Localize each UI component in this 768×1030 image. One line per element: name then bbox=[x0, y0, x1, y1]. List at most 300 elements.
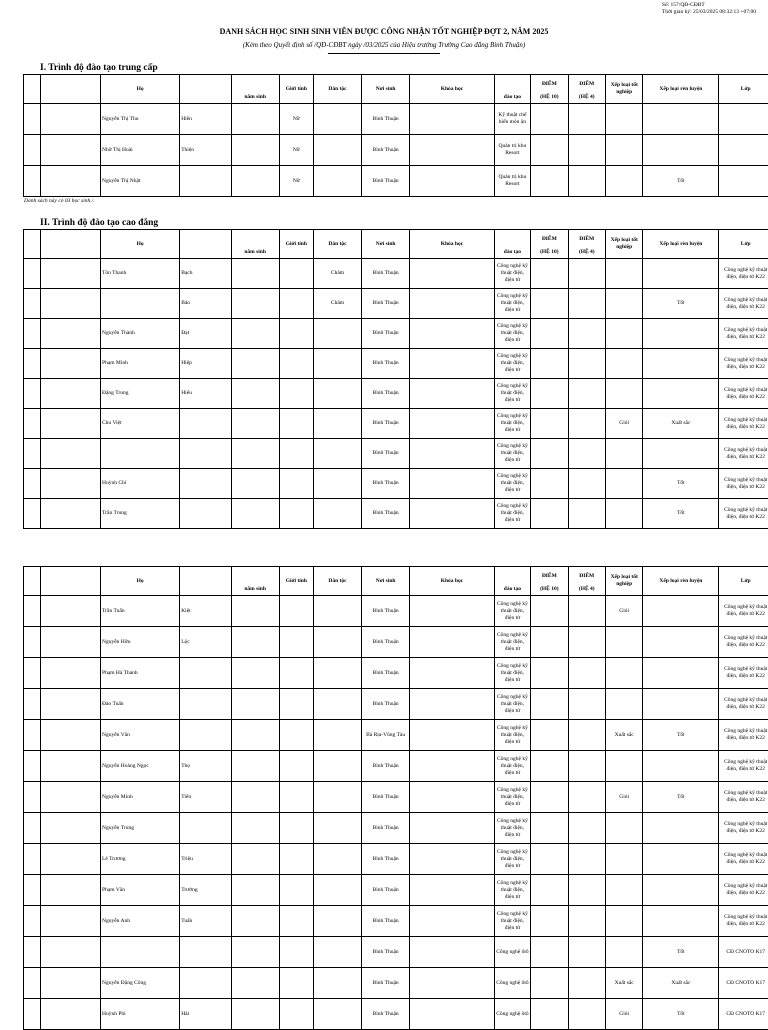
course-header: Khóa học bbox=[410, 75, 495, 104]
score10-cell bbox=[531, 658, 568, 689]
blank-cell bbox=[41, 439, 101, 469]
birth-year-cell bbox=[231, 689, 279, 720]
ho-cell: Nguyễn Hoàng Ngọc bbox=[101, 751, 180, 782]
ten-cell bbox=[180, 166, 231, 197]
birth-year-cell bbox=[231, 349, 279, 379]
score4-cell bbox=[568, 135, 605, 166]
score4-cell bbox=[568, 782, 605, 813]
score10-cell bbox=[531, 439, 568, 469]
stt-header bbox=[24, 230, 41, 259]
graduation-rank-cell bbox=[605, 319, 642, 349]
table-row bbox=[24, 166, 768, 197]
score10-cell bbox=[531, 937, 568, 968]
course-cell bbox=[410, 906, 495, 937]
score10-cell bbox=[531, 999, 568, 1030]
blank-cell bbox=[41, 968, 101, 999]
score4-cell bbox=[568, 968, 605, 999]
class-cell: Công nghệ kỹ thuật điện, điện tử K22 bbox=[719, 658, 768, 689]
graduation-rank-cell bbox=[605, 469, 642, 499]
score4-cell bbox=[568, 499, 605, 529]
score10-cell bbox=[531, 875, 568, 906]
class-cell: Công nghệ kỹ thuật điện, điện tử K22 bbox=[719, 782, 768, 813]
table-row bbox=[24, 689, 768, 720]
birth-year-cell bbox=[231, 875, 279, 906]
score-scale: (HỆ 10) bbox=[540, 586, 559, 592]
ho-cell: Nguyễn Thị Thu bbox=[101, 104, 180, 135]
course-cell bbox=[410, 875, 495, 906]
stt-cell bbox=[24, 289, 41, 319]
ho-cell: Huỳnh Chí bbox=[101, 469, 180, 499]
stt-cell bbox=[24, 104, 41, 135]
course-cell bbox=[410, 751, 495, 782]
stt-cell bbox=[24, 782, 41, 813]
blank-cell bbox=[41, 319, 101, 349]
gender-header: Giới tính bbox=[279, 230, 313, 259]
graduation-rank-header: Xếp loại tốt nghiệp bbox=[605, 567, 642, 596]
stt-cell bbox=[24, 319, 41, 349]
gender-cell bbox=[279, 720, 313, 751]
graduation-rank-cell bbox=[605, 259, 642, 289]
major-cell: Công nghệ kỹ thuật điện, điện tử bbox=[494, 289, 530, 319]
birth-year-cell bbox=[231, 135, 279, 166]
gender-header: Giới tính bbox=[279, 567, 313, 596]
gender-cell bbox=[279, 751, 313, 782]
conduct-rank-cell bbox=[643, 844, 719, 875]
graduation-rank-cell bbox=[605, 499, 642, 529]
table-trung-cap bbox=[23, 74, 768, 197]
score10-cell bbox=[531, 906, 568, 937]
decision-number: Số: 157/QĐ-CĐBT bbox=[662, 2, 756, 9]
stt-header bbox=[24, 75, 41, 104]
course-header: Khóa học bbox=[410, 230, 495, 259]
birthplace-cell: Bình Thuận bbox=[362, 813, 410, 844]
class-cell bbox=[719, 135, 768, 166]
course-cell bbox=[410, 968, 495, 999]
gender-cell bbox=[279, 469, 313, 499]
document-subtitle: (Kèm theo Quyết định số /QĐ-CĐBT ngày /03/2025 của Hiệu trưởng Trường Cao đẳng Bình Thuận) bbox=[0, 41, 768, 49]
birthplace-cell: Bình Thuận bbox=[362, 409, 410, 439]
birth-year-cell bbox=[231, 439, 279, 469]
stt-cell bbox=[24, 439, 41, 469]
birthplace-cell: Bình Thuận bbox=[362, 104, 410, 135]
conduct-rank-cell bbox=[643, 319, 719, 349]
ho-header: Họ bbox=[101, 75, 180, 104]
score4-cell bbox=[568, 906, 605, 937]
ho-cell: Trần Tuấn bbox=[101, 596, 180, 627]
score4-cell bbox=[568, 813, 605, 844]
birth-year-header: năm sinh bbox=[231, 75, 279, 104]
table-row bbox=[24, 289, 768, 319]
class-cell: Công nghệ kỹ thuật điện, điện tử K22 bbox=[719, 906, 768, 937]
class-cell: Công nghệ kỹ thuật điện, điện tử K22 bbox=[719, 689, 768, 720]
graduation-rank-header: Xếp loại tốt nghiệp bbox=[605, 230, 642, 259]
conduct-rank-cell: Tốt bbox=[643, 999, 719, 1030]
class-header: Lớp bbox=[719, 75, 768, 104]
ethnicity-cell bbox=[313, 319, 361, 349]
ten-cell: Bảo bbox=[180, 289, 231, 319]
score4-cell bbox=[568, 937, 605, 968]
graduation-rank-cell bbox=[605, 751, 642, 782]
table-row bbox=[24, 409, 768, 439]
graduation-rank-cell bbox=[605, 689, 642, 720]
class-cell: Công nghệ kỹ thuật điện, điện tử K22 bbox=[719, 751, 768, 782]
ho-cell: Chu Việt bbox=[101, 409, 180, 439]
conduct-rank-cell bbox=[643, 379, 719, 409]
score10-cell bbox=[531, 596, 568, 627]
table-row bbox=[24, 813, 768, 844]
ten-cell: Kiệt bbox=[180, 596, 231, 627]
stt-cell bbox=[24, 166, 41, 197]
birth-year-cell bbox=[231, 937, 279, 968]
graduation-rank-cell bbox=[605, 379, 642, 409]
ethnicity-header: Dân tộc bbox=[313, 567, 361, 596]
table-row bbox=[24, 349, 768, 379]
major-cell: Công nghệ kỹ thuật điện, điện tử bbox=[494, 349, 530, 379]
blank-cell bbox=[41, 689, 101, 720]
conduct-rank-cell: Tốt bbox=[643, 937, 719, 968]
course-cell bbox=[410, 499, 495, 529]
graduation-rank-cell bbox=[605, 658, 642, 689]
birthplace-cell: Bình Thuận bbox=[362, 379, 410, 409]
ho-cell: Phạm Văn bbox=[101, 875, 180, 906]
blank-cell bbox=[41, 627, 101, 658]
major-cell: Công nghệ kỹ thuật điện, điện tử bbox=[494, 751, 530, 782]
table-row bbox=[24, 259, 768, 289]
stt-header bbox=[24, 567, 41, 596]
class-cell bbox=[719, 166, 768, 197]
blank-cell bbox=[41, 658, 101, 689]
birthplace-header: Nơi sinh bbox=[362, 75, 410, 104]
ethnicity-cell bbox=[313, 782, 361, 813]
blank-header bbox=[41, 230, 101, 259]
gender-cell: Nữ bbox=[279, 135, 313, 166]
graduation-rank-cell: Giỏi bbox=[605, 782, 642, 813]
score10-cell bbox=[531, 689, 568, 720]
class-cell: Công nghệ kỹ thuật điện, điện tử K22 bbox=[719, 439, 768, 469]
birthplace-cell: Bình Thuận bbox=[362, 166, 410, 197]
class-cell: Công nghệ kỹ thuật điện, điện tử K22 bbox=[719, 844, 768, 875]
major-cell: Công nghệ kỹ thuật điện, điện tử bbox=[494, 469, 530, 499]
ho-cell bbox=[101, 289, 180, 319]
gender-cell bbox=[279, 596, 313, 627]
course-cell bbox=[410, 689, 495, 720]
birth-year-cell bbox=[231, 319, 279, 349]
major-header: đào tạo bbox=[494, 567, 530, 596]
gender-cell bbox=[279, 999, 313, 1030]
birth-year-cell bbox=[231, 379, 279, 409]
score4-cell bbox=[568, 844, 605, 875]
birthplace-cell: Bình Thuận bbox=[362, 596, 410, 627]
score4-cell bbox=[568, 658, 605, 689]
ten-cell: Tiến bbox=[180, 782, 231, 813]
conduct-rank-cell bbox=[643, 751, 719, 782]
blank-cell bbox=[41, 499, 101, 529]
gender-cell bbox=[279, 844, 313, 875]
score-scale: (HỆ 4) bbox=[579, 249, 595, 255]
ethnicity-cell bbox=[313, 166, 361, 197]
birthplace-cell: Bình Thuận bbox=[362, 968, 410, 999]
birthplace-cell: Bình Thuận bbox=[362, 499, 410, 529]
class-cell: CĐ CNOTO K17 bbox=[719, 937, 768, 968]
stt-cell bbox=[24, 813, 41, 844]
score10-cell bbox=[531, 469, 568, 499]
score4-cell bbox=[568, 627, 605, 658]
score-label: ĐIỂM bbox=[570, 81, 604, 88]
birthplace-cell: Bình Thuận bbox=[362, 906, 410, 937]
class-cell: Công nghệ kỹ thuật điện, điện tử K22 bbox=[719, 379, 768, 409]
score-scale: (HỆ 10) bbox=[540, 94, 559, 100]
birthplace-cell: Bà Rịa-Vũng Tàu bbox=[362, 720, 410, 751]
conduct-rank-header: Xếp loại rèn luyện bbox=[643, 230, 719, 259]
conduct-rank-cell bbox=[643, 259, 719, 289]
score4-cell bbox=[568, 751, 605, 782]
table-row bbox=[24, 720, 768, 751]
ho-cell: Nguyễn Văn bbox=[101, 720, 180, 751]
ethnicity-cell bbox=[313, 720, 361, 751]
ho-cell: Nguyễn Anh bbox=[101, 906, 180, 937]
ethnicity-header: Dân tộc bbox=[313, 75, 361, 104]
blank-cell bbox=[41, 379, 101, 409]
stt-cell bbox=[24, 259, 41, 289]
major-cell: Công nghệ kỹ thuật điện, điện tử bbox=[494, 379, 530, 409]
birthplace-cell: Bình Thuận bbox=[362, 782, 410, 813]
ho-header: Họ bbox=[101, 567, 180, 596]
stt-cell bbox=[24, 379, 41, 409]
ethnicity-cell bbox=[313, 751, 361, 782]
blank-cell bbox=[41, 349, 101, 379]
birthplace-cell: Bình Thuận bbox=[362, 937, 410, 968]
class-cell: Công nghệ kỹ thuật điện, điện tử K22 bbox=[719, 289, 768, 319]
ethnicity-cell bbox=[313, 999, 361, 1030]
major-cell: Kỹ thuật chế biến món ăn bbox=[494, 104, 530, 135]
signature-stamp bbox=[662, 2, 756, 16]
class-header: Lớp bbox=[719, 230, 768, 259]
score4-cell bbox=[568, 259, 605, 289]
ten-cell: Thiện bbox=[180, 135, 231, 166]
stt-cell bbox=[24, 875, 41, 906]
score10-cell bbox=[531, 720, 568, 751]
class-cell bbox=[719, 104, 768, 135]
course-cell bbox=[410, 720, 495, 751]
blank-cell bbox=[41, 104, 101, 135]
gender-cell bbox=[279, 937, 313, 968]
ho-cell: Lê Trương bbox=[101, 844, 180, 875]
score10-header bbox=[531, 230, 568, 259]
gender-cell bbox=[279, 499, 313, 529]
score-label: ĐIỂM bbox=[570, 573, 604, 580]
conduct-rank-cell: Tốt bbox=[643, 469, 719, 499]
conduct-rank-cell bbox=[643, 906, 719, 937]
ethnicity-cell bbox=[313, 499, 361, 529]
ten-cell: Thọ bbox=[180, 751, 231, 782]
major-cell: Công nghệ ôtô bbox=[494, 999, 530, 1030]
gender-cell bbox=[279, 658, 313, 689]
ten-header bbox=[180, 230, 231, 259]
birth-year-cell bbox=[231, 104, 279, 135]
stt-cell bbox=[24, 596, 41, 627]
score10-cell bbox=[531, 499, 568, 529]
score4-cell bbox=[568, 379, 605, 409]
birthplace-cell: Bình Thuận bbox=[362, 627, 410, 658]
ethnicity-cell bbox=[313, 596, 361, 627]
ten-cell: Tuấn bbox=[180, 906, 231, 937]
birth-year-cell bbox=[231, 782, 279, 813]
blank-cell bbox=[41, 999, 101, 1030]
graduation-rank-cell: Xuất sắc bbox=[605, 720, 642, 751]
graduation-rank-cell bbox=[605, 289, 642, 319]
ethnicity-cell bbox=[313, 379, 361, 409]
score4-cell bbox=[568, 289, 605, 319]
score4-cell bbox=[568, 720, 605, 751]
course-cell bbox=[410, 409, 495, 439]
ho-cell bbox=[101, 937, 180, 968]
score10-cell bbox=[531, 349, 568, 379]
gender-cell bbox=[279, 689, 313, 720]
course-cell bbox=[410, 104, 495, 135]
major-cell: Công nghệ kỹ thuật điện, điện tử bbox=[494, 906, 530, 937]
course-cell bbox=[410, 349, 495, 379]
class-cell: CĐ CNOTO K17 bbox=[719, 968, 768, 999]
table-row bbox=[24, 751, 768, 782]
class-cell: Công nghệ kỹ thuật điện, điện tử K22 bbox=[719, 627, 768, 658]
blank-cell bbox=[41, 289, 101, 319]
score-label: ĐIỂM bbox=[532, 573, 566, 580]
major-cell: Công nghệ kỹ thuật điện, điện tử bbox=[494, 720, 530, 751]
ten-cell bbox=[180, 937, 231, 968]
gender-cell bbox=[279, 379, 313, 409]
birthplace-cell: Bình Thuận bbox=[362, 135, 410, 166]
table-row bbox=[24, 499, 768, 529]
major-cell: Quản trị khu Resort bbox=[494, 135, 530, 166]
blank-cell bbox=[41, 596, 101, 627]
score4-cell bbox=[568, 469, 605, 499]
score4-cell bbox=[568, 104, 605, 135]
class-cell: Công nghệ kỹ thuật điện, điện tử K22 bbox=[719, 596, 768, 627]
class-cell: Công nghệ kỹ thuật điện, điện tử K22 bbox=[719, 409, 768, 439]
birth-year-cell bbox=[231, 627, 279, 658]
section-1-note: Danh sách này có 03 học sinh./. bbox=[24, 198, 95, 204]
ho-header: Họ bbox=[101, 230, 180, 259]
conduct-rank-header: Xếp loại rèn luyện bbox=[643, 75, 719, 104]
score10-cell bbox=[531, 751, 568, 782]
score10-header bbox=[531, 567, 568, 596]
birth-year-cell bbox=[231, 259, 279, 289]
ho-cell: Phạm Hà Thanh bbox=[101, 658, 180, 689]
birthplace-cell: Bình Thuận bbox=[362, 875, 410, 906]
birth-year-header: năm sinh bbox=[231, 567, 279, 596]
graduation-rank-cell: Giỏi bbox=[605, 596, 642, 627]
table-cao-dang bbox=[23, 229, 768, 529]
major-cell: Công nghệ kỹ thuật điện, điện tử bbox=[494, 439, 530, 469]
score4-cell bbox=[568, 596, 605, 627]
graduation-rank-cell bbox=[605, 104, 642, 135]
header-row bbox=[24, 230, 768, 259]
ten-cell: Hiếu bbox=[180, 379, 231, 409]
blank-cell bbox=[41, 166, 101, 197]
ho-cell: Nguyễn Minh bbox=[101, 782, 180, 813]
score-label: ĐIỂM bbox=[532, 81, 566, 88]
gender-cell: Nữ bbox=[279, 166, 313, 197]
blank-header bbox=[41, 75, 101, 104]
score-scale: (HỆ 4) bbox=[579, 586, 595, 592]
ten-cell bbox=[180, 439, 231, 469]
ten-cell bbox=[180, 813, 231, 844]
major-cell: Công nghệ ôtô bbox=[494, 968, 530, 999]
score10-cell bbox=[531, 782, 568, 813]
score10-header bbox=[531, 75, 568, 104]
table-row bbox=[24, 596, 768, 627]
conduct-rank-cell bbox=[643, 658, 719, 689]
ethnicity-cell bbox=[313, 658, 361, 689]
score10-cell bbox=[531, 259, 568, 289]
graduation-rank-cell: Xuất sắc bbox=[605, 968, 642, 999]
birth-year-header: năm sinh bbox=[231, 230, 279, 259]
gender-cell bbox=[279, 349, 313, 379]
major-cell: Công nghệ kỹ thuật điện, điện tử bbox=[494, 409, 530, 439]
birth-year-cell bbox=[231, 499, 279, 529]
score-label: ĐIỂM bbox=[532, 236, 566, 243]
major-cell: Công nghệ kỹ thuật điện, điện tử bbox=[494, 813, 530, 844]
course-cell bbox=[410, 596, 495, 627]
ho-cell: Nhữ Thị Hoài bbox=[101, 135, 180, 166]
ho-cell: Nguyễn Hữu bbox=[101, 627, 180, 658]
birthplace-cell: Bình Thuận bbox=[362, 439, 410, 469]
graduation-rank-cell bbox=[605, 906, 642, 937]
birthplace-cell: Bình Thuận bbox=[362, 689, 410, 720]
ho-cell: Nguyễn Đặng Công bbox=[101, 968, 180, 999]
stt-cell bbox=[24, 968, 41, 999]
course-cell bbox=[410, 135, 495, 166]
table-row bbox=[24, 658, 768, 689]
stt-cell bbox=[24, 689, 41, 720]
major-cell: Công nghệ kỹ thuật điện, điện tử bbox=[494, 596, 530, 627]
ho-cell: Nguyễn Thành bbox=[101, 319, 180, 349]
graduation-rank-cell bbox=[605, 627, 642, 658]
signing-time: Thời gian ký: 25/03/2025 08:32:13 +07:00 bbox=[662, 9, 756, 16]
birth-year-cell bbox=[231, 968, 279, 999]
blank-cell bbox=[41, 751, 101, 782]
class-cell: CĐ CNOTO K17 bbox=[719, 999, 768, 1030]
birthplace-header: Nơi sinh bbox=[362, 567, 410, 596]
graduation-rank-cell bbox=[605, 937, 642, 968]
graduation-rank-cell: Giỏi bbox=[605, 999, 642, 1030]
table-row bbox=[24, 439, 768, 469]
birthplace-header: Nơi sinh bbox=[362, 230, 410, 259]
conduct-rank-cell bbox=[643, 349, 719, 379]
course-cell bbox=[410, 379, 495, 409]
ten-cell bbox=[180, 968, 231, 999]
ten-cell: Hải bbox=[180, 999, 231, 1030]
gender-cell bbox=[279, 439, 313, 469]
ten-cell: Hiệp bbox=[180, 349, 231, 379]
ho-cell bbox=[101, 439, 180, 469]
birthplace-cell: Bình Thuận bbox=[362, 289, 410, 319]
course-cell bbox=[410, 439, 495, 469]
birthplace-cell: Bình Thuận bbox=[362, 349, 410, 379]
score-scale: (HỆ 10) bbox=[540, 249, 559, 255]
conduct-rank-cell bbox=[643, 627, 719, 658]
course-cell bbox=[410, 813, 495, 844]
conduct-rank-cell: Tốt bbox=[643, 720, 719, 751]
gender-cell: Nữ bbox=[279, 104, 313, 135]
major-cell: Công nghệ kỹ thuật điện, điện tử bbox=[494, 499, 530, 529]
ethnicity-cell bbox=[313, 875, 361, 906]
blank-cell bbox=[41, 259, 101, 289]
score4-cell bbox=[568, 689, 605, 720]
graduation-rank-cell bbox=[605, 844, 642, 875]
ho-cell: Nguyễn Thị Nhật bbox=[101, 166, 180, 197]
score4-header bbox=[568, 567, 605, 596]
